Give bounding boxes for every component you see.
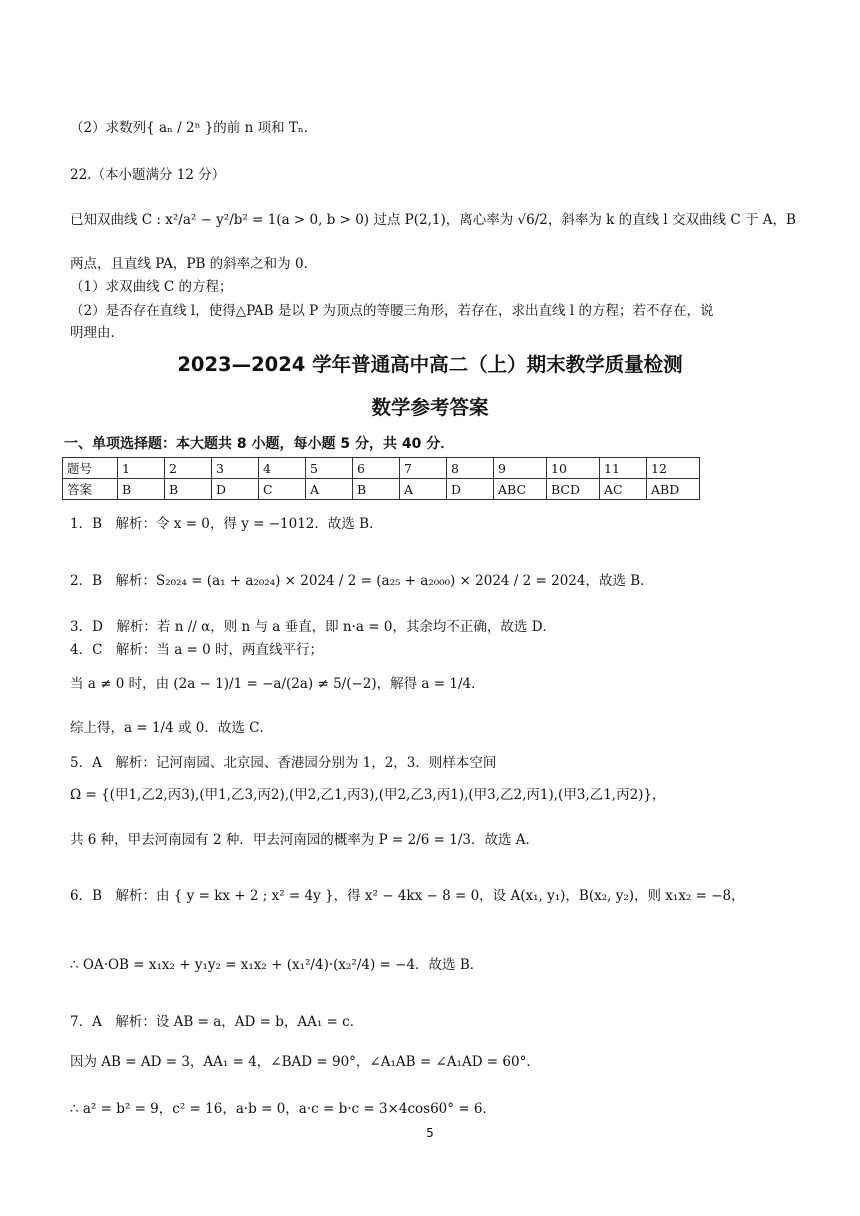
solution-7-line1: 7．A 解析：设 AB = a，AD = b，AA₁ = c．: [70, 1014, 364, 1030]
solution-4-line1: 4．C 解析：当 a = 0 时，两直线平行；: [70, 642, 324, 658]
answer-key-title: 数学参考答案: [371, 396, 489, 419]
table-row: [63, 479, 700, 500]
table-cell: 7: [400, 458, 447, 479]
table-cell: 4: [259, 458, 306, 479]
q21-part2: （2）求数列{ aₙ / 2ⁿ }的前 n 项和 Tₙ．: [70, 120, 318, 136]
solution-6-line2: ∴ OA·OB = x₁x₂ + y₁y₂ = x₁x₂ + (x₁²/4)·(x₂²/4) = −4．故选 B．: [70, 957, 484, 973]
table-cell: 12: [647, 458, 700, 479]
table-cell: 10: [547, 458, 600, 479]
table-cell: 6: [353, 458, 400, 479]
solution-4-line3: 综上得，a = 1/4 或 0．故选 C．: [70, 720, 273, 736]
solution-5-line2: Ω = {(甲1,乙2,丙3),(甲1,乙3,丙2),(甲2,乙1,丙3),(甲2,乙3,丙1),(甲3,乙2,丙1),(甲3,乙1,丙2)}，: [70, 787, 666, 803]
table-cell: 11: [600, 458, 647, 479]
q22-part2-line2: 明理由.: [70, 325, 115, 341]
table-cell: ABD: [647, 479, 700, 500]
table-cell: 题号: [63, 458, 118, 479]
solution-7-line3: ∴ a² = b² = 9，c² = 16，a·b = 0，a·c = b·c = 3×4cos60° = 6．: [70, 1101, 496, 1117]
table-cell: 3: [212, 458, 259, 479]
table-cell: 答案: [63, 479, 118, 500]
table-cell: A: [306, 479, 353, 500]
answer-table: [62, 457, 700, 500]
table-cell: D: [447, 479, 494, 500]
q22-part2-line1: （2）是否存在直线 l，使得△PAB 是以 P 为顶点的等腰三角形，若存在，求出直线 l 的方程；若不存在，说: [70, 303, 714, 319]
solution-2: 2．B 解析：S₂₀₂₄ = (a₁ + a₂₀₂₄) × 2024 / 2 = (a₂₅ + a₂₀₀₀) × 2024 / 2 = 2024，故选 B．: [70, 573, 654, 589]
table-row: [63, 458, 700, 479]
exam-title: 2023—2024 学年普通高中高二（上）期末教学质量检测: [177, 353, 683, 376]
table-cell: A: [400, 479, 447, 500]
table-cell: B: [353, 479, 400, 500]
q22-statement-line2: 两点，且直线 PA，PB 的斜率之和为 0.: [70, 256, 308, 272]
table-cell: 5: [306, 458, 353, 479]
q22-heading: 22.（本小题满分 12 分）: [70, 167, 226, 183]
table-cell: C: [259, 479, 306, 500]
table-cell: B: [165, 479, 212, 500]
solution-5-line3: 共 6 种，甲去河南园有 2 种．甲去河南园的概率为 P = 2/6 = 1/3．故选 A．: [70, 832, 539, 848]
table-cell: D: [212, 479, 259, 500]
q22-statement-line1: 已知双曲线 C : x²/a² − y²/b² = 1(a > 0, b > 0) 过点 P(2,1)，离心率为 √6/2，斜率为 k 的直线 l 交双曲线 C 于 A，B: [70, 212, 796, 228]
solution-6-line1: 6．B 解析：由 { y = kx + 2 ; x² = 4y }，得 x² − 4kx − 8 = 0，设 A(x₁, y₁)，B(x₂, y₂)，则 x₁x₂ = −8，: [70, 888, 745, 904]
section-heading: 一、单项选择题：本大题共 8 小题，每小题 5 分，共 40 分．: [64, 436, 455, 452]
solution-1: 1．B 解析：令 x = 0，得 y = −1012．故选 B．: [70, 516, 383, 532]
solution-3: 3．D 解析：若 n // α，则 n 与 a 垂直，即 n·a = 0，其余均不正确，故选 D．: [70, 619, 557, 635]
table-cell: 9: [494, 458, 547, 479]
table-cell: ABC: [494, 479, 547, 500]
table-cell: BCD: [547, 479, 600, 500]
table-cell: 2: [165, 458, 212, 479]
solution-7-line2: 因为 AB = AD = 3，AA₁ = 4，∠BAD = 90°，∠A₁AB = ∠A₁AD = 60°．: [70, 1054, 540, 1070]
table-cell: AC: [600, 479, 647, 500]
q22-part1: （1）求双曲线 C 的方程；: [70, 279, 233, 295]
table-cell: 8: [447, 458, 494, 479]
table-cell: B: [118, 479, 165, 500]
solution-4-line2: 当 a ≠ 0 时，由 (2a − 1)/1 = −a/(2a) ≠ 5/(−2)，解得 a = 1/4．: [70, 676, 485, 692]
solution-5-line1: 5．A 解析：记河南园、北京园、香港园分别为 1，2，3．则样本空间: [70, 755, 497, 771]
page-number: 5: [426, 1126, 434, 1140]
table-cell: 1: [118, 458, 165, 479]
